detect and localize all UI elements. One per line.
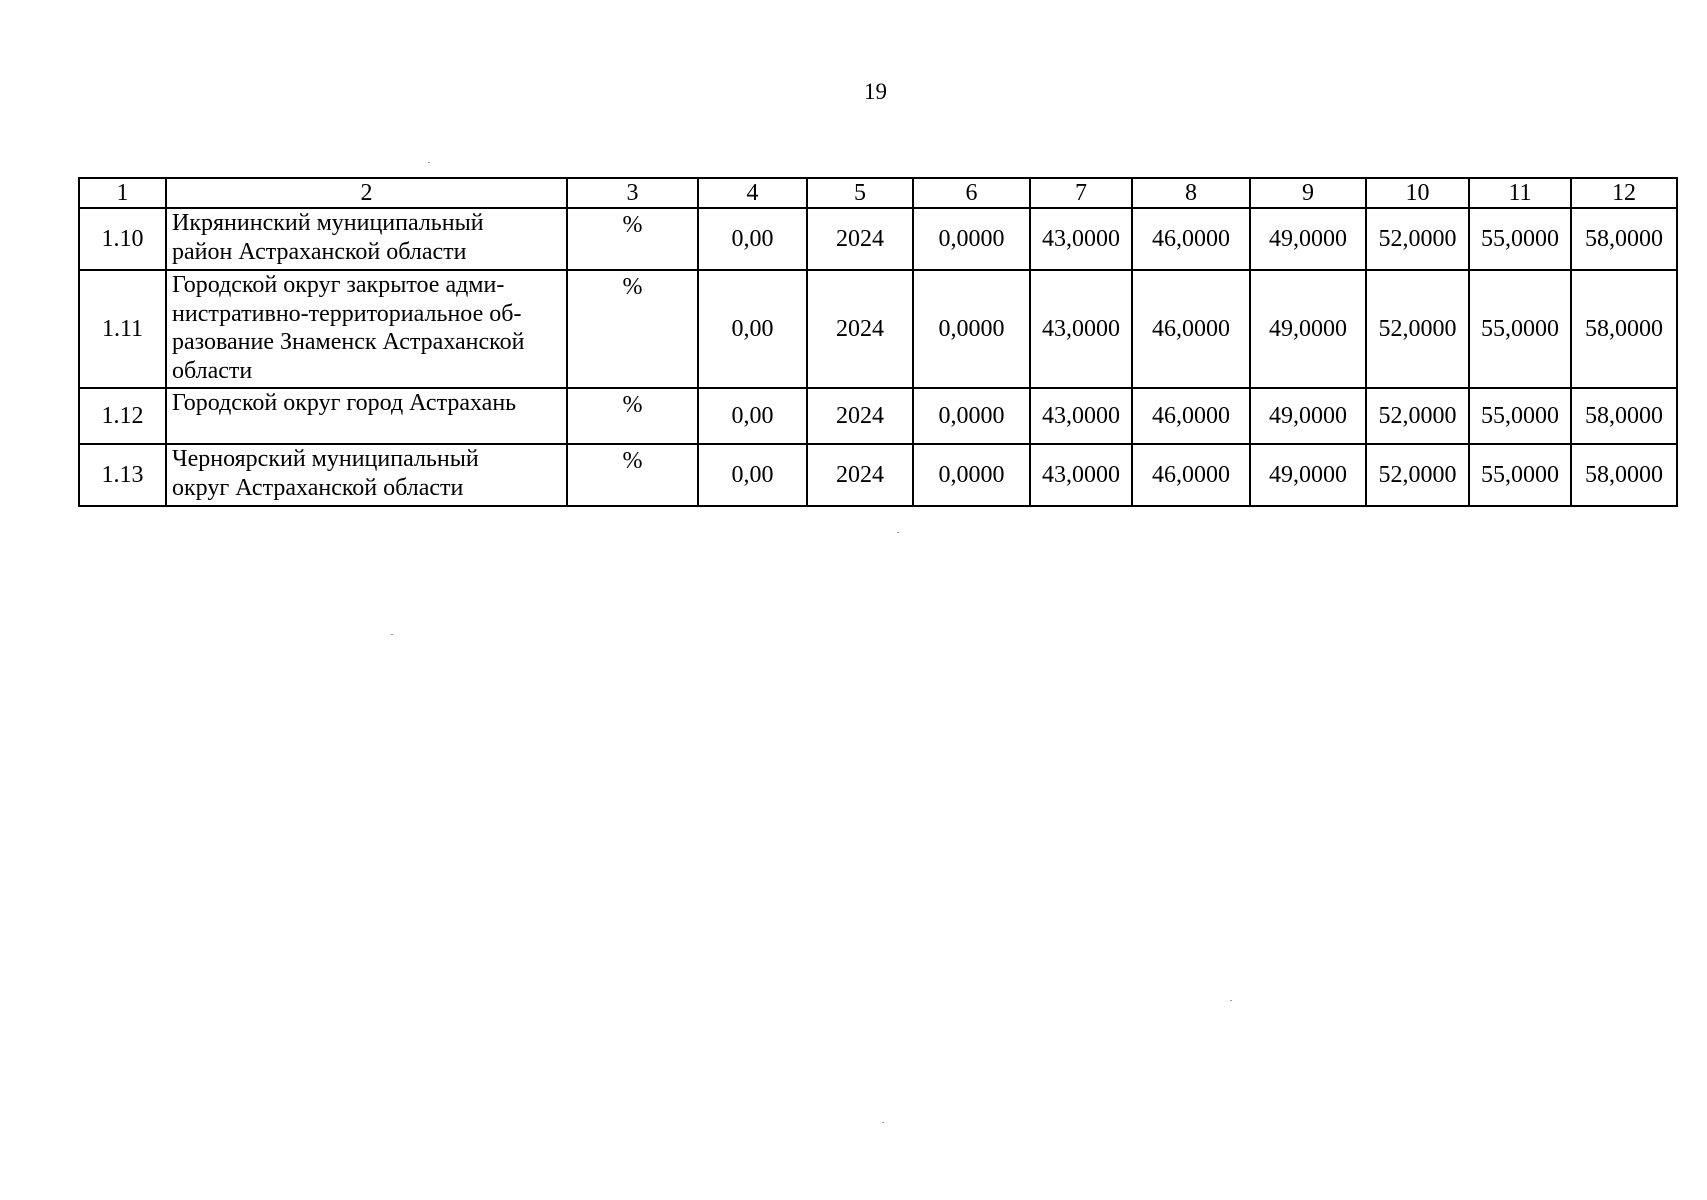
territory-name-line: нистративно-территориальное об- — [172, 300, 522, 327]
header-cell: 3 — [567, 178, 698, 208]
value-cell: 0,00 — [698, 388, 807, 444]
value-cell: 58,0000 — [1571, 270, 1677, 388]
value-cell: 52,0000 — [1366, 388, 1469, 444]
table-row — [79, 388, 1677, 444]
value-cell: 2024 — [807, 444, 913, 506]
indicator-table — [78, 177, 1678, 507]
table-header-row — [79, 178, 1677, 208]
value-cell: 52,0000 — [1366, 444, 1469, 506]
value-cell: 43,0000 — [1030, 208, 1132, 270]
value-cell: 46,0000 — [1132, 388, 1250, 444]
territory-name-line: Городской округ закрытое адми- — [172, 272, 505, 298]
table-row — [79, 444, 1677, 506]
row-number-cell: 1.12 — [79, 388, 166, 444]
value-cell: 46,0000 — [1132, 270, 1250, 388]
table-row — [79, 208, 1677, 270]
value-cell: 43,0000 — [1030, 444, 1132, 506]
scan-speck — [428, 162, 430, 163]
value-cell: 43,0000 — [1030, 270, 1132, 388]
territory-name-cell — [166, 444, 567, 506]
header-cell: 5 — [807, 178, 913, 208]
territory-name-cell — [166, 270, 567, 388]
page-number-container — [0, 80, 1707, 106]
header-cell: 9 — [1250, 178, 1366, 208]
value-cell: 2024 — [807, 270, 913, 388]
scan-speck — [391, 634, 393, 635]
value-cell: 0,0000 — [913, 388, 1030, 444]
header-cell: 8 — [1132, 178, 1250, 208]
value-cell: 2024 — [807, 388, 913, 444]
header-cell: 10 — [1366, 178, 1469, 208]
value-cell: 55,0000 — [1469, 208, 1571, 270]
value-cell: 2024 — [807, 208, 913, 270]
scan-speck — [882, 1122, 884, 1123]
value-cell: 0,0000 — [913, 208, 1030, 270]
value-cell: 46,0000 — [1132, 208, 1250, 270]
row-number-cell: 1.13 — [79, 444, 166, 506]
header-cell: 11 — [1469, 178, 1571, 208]
territory-name-line: район Астраханской области — [172, 238, 467, 265]
row-number-cell: 1.10 — [79, 208, 166, 270]
value-cell: 0,00 — [698, 270, 807, 388]
value-cell: 55,0000 — [1469, 270, 1571, 388]
value-cell: 49,0000 — [1250, 270, 1366, 388]
value-cell: 43,0000 — [1030, 388, 1132, 444]
value-cell: 52,0000 — [1366, 208, 1469, 270]
scan-speck — [1230, 1000, 1232, 1001]
territory-name-line: области — [172, 357, 253, 384]
territory-name-cell — [166, 388, 567, 444]
territory-name-line: Икрянинский муниципальный — [172, 210, 484, 236]
value-cell: 49,0000 — [1250, 208, 1366, 270]
value-cell: 55,0000 — [1469, 388, 1571, 444]
value-cell: 46,0000 — [1132, 444, 1250, 506]
unit-cell: % — [567, 208, 698, 270]
value-cell: 0,00 — [698, 208, 807, 270]
header-cell: 2 — [166, 178, 567, 208]
territory-name-line: Городской округ город Астрахань — [172, 390, 517, 416]
header-cell: 7 — [1030, 178, 1132, 208]
territory-name-cell — [166, 208, 567, 270]
header-cell: 6 — [913, 178, 1030, 208]
value-cell: 58,0000 — [1571, 388, 1677, 444]
value-cell: 49,0000 — [1250, 388, 1366, 444]
value-cell: 58,0000 — [1571, 208, 1677, 270]
value-cell: 55,0000 — [1469, 444, 1571, 506]
value-cell: 0,0000 — [913, 444, 1030, 506]
page-number: 19 — [864, 79, 887, 104]
territory-name-line: разование Знаменск Астраханской — [172, 329, 525, 355]
table-row — [79, 270, 1677, 388]
row-number-cell: 1.11 — [79, 270, 166, 388]
value-cell: 0,00 — [698, 444, 807, 506]
scan-speck — [897, 532, 899, 533]
unit-cell: % — [567, 388, 698, 444]
territory-name-line: Черноярский муниципальный — [172, 446, 479, 472]
value-cell: 49,0000 — [1250, 444, 1366, 506]
value-cell: 58,0000 — [1571, 444, 1677, 506]
territory-name-line: округ Астраханской области — [172, 474, 464, 501]
header-cell: 1 — [79, 178, 166, 208]
header-cell: 4 — [698, 178, 807, 208]
value-cell: 52,0000 — [1366, 270, 1469, 388]
value-cell: 0,0000 — [913, 270, 1030, 388]
header-cell: 12 — [1571, 178, 1677, 208]
unit-cell: % — [567, 444, 698, 506]
unit-cell: % — [567, 270, 698, 388]
